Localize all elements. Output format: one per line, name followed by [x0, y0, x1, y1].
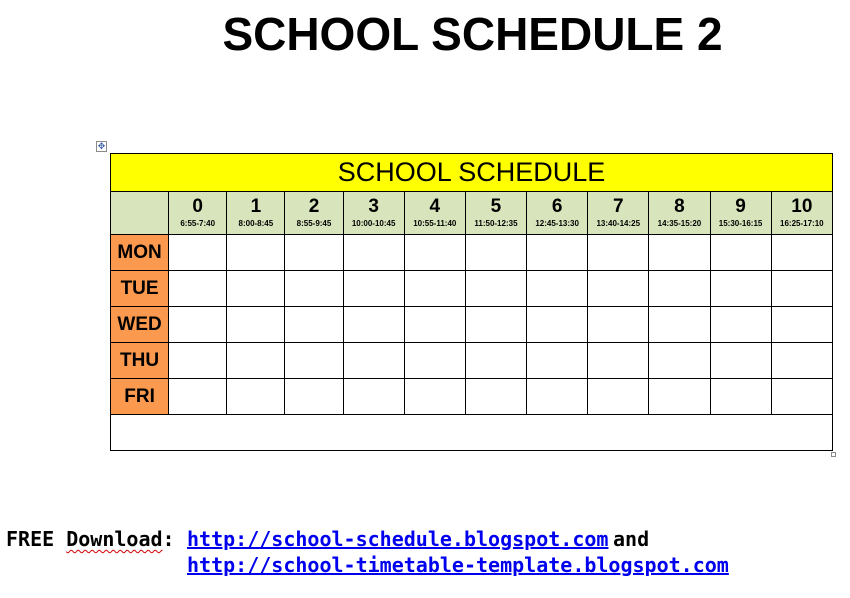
- schedule-cell[interactable]: [588, 307, 649, 343]
- schedule-cell[interactable]: [588, 235, 649, 271]
- table-resize-handle[interactable]: [831, 452, 836, 457]
- schedule-cell[interactable]: [227, 307, 285, 343]
- schedule-cell[interactable]: [527, 379, 588, 415]
- table-move-handle-icon[interactable]: ✥: [97, 141, 106, 151]
- schedule-cell[interactable]: [169, 343, 227, 379]
- day-row: [111, 235, 833, 271]
- period-time: 6:55-7:40: [180, 219, 216, 228]
- schedule-cell[interactable]: [649, 343, 710, 379]
- period-time: 15:30-16:15: [718, 219, 763, 228]
- period-time: 16:25-17:10: [780, 219, 824, 228]
- schedule-cell[interactable]: [588, 271, 649, 307]
- schedule-cell[interactable]: [710, 271, 771, 307]
- schedule-cell[interactable]: [169, 379, 227, 415]
- period-header-cell[interactable]: [404, 192, 465, 235]
- schedule-cell[interactable]: [285, 379, 343, 415]
- day-row: [111, 307, 833, 343]
- period-header-cell[interactable]: [169, 192, 227, 235]
- period-time: 8:55-9:45: [296, 219, 332, 228]
- period-header-cell[interactable]: [588, 192, 649, 235]
- schedule-cell[interactable]: [343, 235, 404, 271]
- schedule-cell[interactable]: [771, 343, 832, 379]
- notes-row: [111, 415, 833, 451]
- table-banner-row: [111, 154, 833, 192]
- schedule-cell[interactable]: [527, 271, 588, 307]
- schedule-cell[interactable]: [343, 307, 404, 343]
- period-header-cell[interactable]: [527, 192, 588, 235]
- schedule-cell[interactable]: [710, 307, 771, 343]
- schedule-cell[interactable]: [465, 343, 526, 379]
- schedule-cell[interactable]: [465, 307, 526, 343]
- period-header-cell[interactable]: [771, 192, 832, 235]
- period-number: 2: [308, 196, 320, 217]
- day-label[interactable]: WED: [111, 307, 169, 343]
- schedule-cell[interactable]: [710, 235, 771, 271]
- schedule-cell[interactable]: [588, 343, 649, 379]
- footer-free-text: FREE: [6, 527, 55, 551]
- footer-label: [6, 527, 175, 551]
- schedule-table: [110, 153, 833, 451]
- period-number: 9: [735, 196, 746, 217]
- schedule-cell[interactable]: [169, 235, 227, 271]
- day-row: [111, 379, 833, 415]
- schedule-cell[interactable]: [771, 271, 832, 307]
- schedule-cell[interactable]: [404, 343, 465, 379]
- schedule-cell[interactable]: [588, 379, 649, 415]
- day-label[interactable]: FRI: [111, 379, 169, 415]
- period-number: 7: [612, 196, 624, 217]
- page-title: SCHOOL SCHEDULE 2: [222, 8, 723, 60]
- schedule-cell[interactable]: [710, 343, 771, 379]
- period-time: 10:55-11:40: [413, 219, 457, 228]
- day-label[interactable]: THU: [111, 343, 169, 379]
- notes-cell[interactable]: [111, 415, 833, 451]
- schedule-cell[interactable]: [771, 307, 832, 343]
- schedule-cell[interactable]: [227, 379, 285, 415]
- schedule-cell[interactable]: [649, 307, 710, 343]
- period-header-cell[interactable]: [343, 192, 404, 235]
- schedule-cell[interactable]: [527, 343, 588, 379]
- schedule-cell[interactable]: [169, 271, 227, 307]
- schedule-cell[interactable]: [465, 235, 526, 271]
- period-time: 10:00-10:45: [351, 219, 396, 228]
- period-number: 10: [791, 196, 813, 217]
- schedule-cell[interactable]: [527, 307, 588, 343]
- schedule-cell[interactable]: [465, 379, 526, 415]
- schedule-cell[interactable]: [649, 271, 710, 307]
- schedule-cell[interactable]: [227, 343, 285, 379]
- schedule-cell[interactable]: [404, 379, 465, 415]
- schedule-cell[interactable]: [285, 343, 343, 379]
- footer-colon: :: [162, 527, 175, 551]
- period-time: 13:40-14:25: [596, 219, 641, 228]
- schedule-cell[interactable]: [227, 235, 285, 271]
- schedule-blog-link[interactable]: http://school-schedule.blogspot.com: [187, 527, 609, 551]
- period-number: 3: [368, 196, 379, 217]
- period-time: 8:00-8:45: [238, 219, 274, 228]
- schedule-cell[interactable]: [285, 235, 343, 271]
- timetable-blog-link[interactable]: http://school-timetable-template.blogspot.com: [187, 553, 729, 577]
- schedule-cell[interactable]: [771, 379, 832, 415]
- period-time: 11:50-12:35: [474, 219, 518, 228]
- period-number: 0: [192, 196, 203, 217]
- schedule-cell[interactable]: [404, 271, 465, 307]
- day-label[interactable]: TUE: [111, 271, 169, 307]
- footer-download-text: Download: [66, 527, 163, 551]
- schedule-cell[interactable]: [527, 235, 588, 271]
- period-number: 1: [250, 196, 262, 217]
- schedule-cell[interactable]: [285, 271, 343, 307]
- table-title[interactable]: SCHOOL SCHEDULE: [111, 154, 833, 192]
- period-header-cell[interactable]: [285, 192, 343, 235]
- schedule-cell[interactable]: [771, 235, 832, 271]
- schedule-cell[interactable]: [343, 271, 404, 307]
- schedule-cell[interactable]: [227, 271, 285, 307]
- period-header-cell[interactable]: [649, 192, 710, 235]
- period-header-cell[interactable]: [227, 192, 285, 235]
- schedule-cell[interactable]: [285, 307, 343, 343]
- day-row: [111, 271, 833, 307]
- footer-and-text: and: [613, 527, 650, 551]
- period-header-row: [111, 192, 833, 235]
- schedule-cell[interactable]: [710, 379, 771, 415]
- schedule-cell[interactable]: [404, 307, 465, 343]
- day-label[interactable]: MON: [111, 235, 169, 271]
- period-number: 4: [429, 196, 441, 217]
- schedule-cell[interactable]: [465, 271, 526, 307]
- schedule-cell[interactable]: [169, 307, 227, 343]
- period-number: 8: [674, 196, 685, 217]
- period-time: 12:45-13:30: [535, 219, 579, 228]
- schedule-cell[interactable]: [649, 379, 710, 415]
- schedule-cell[interactable]: [343, 343, 404, 379]
- day-row: [111, 343, 833, 379]
- schedule-cell[interactable]: [404, 235, 465, 271]
- period-corner-cell[interactable]: [111, 192, 169, 235]
- period-number: 5: [490, 196, 502, 217]
- period-header-cell[interactable]: [710, 192, 771, 235]
- period-header-cell[interactable]: [465, 192, 526, 235]
- schedule-cell[interactable]: [343, 379, 404, 415]
- schedule-cell[interactable]: [649, 235, 710, 271]
- period-number: 6: [551, 196, 563, 217]
- period-time: 14:35-15:20: [657, 219, 702, 228]
